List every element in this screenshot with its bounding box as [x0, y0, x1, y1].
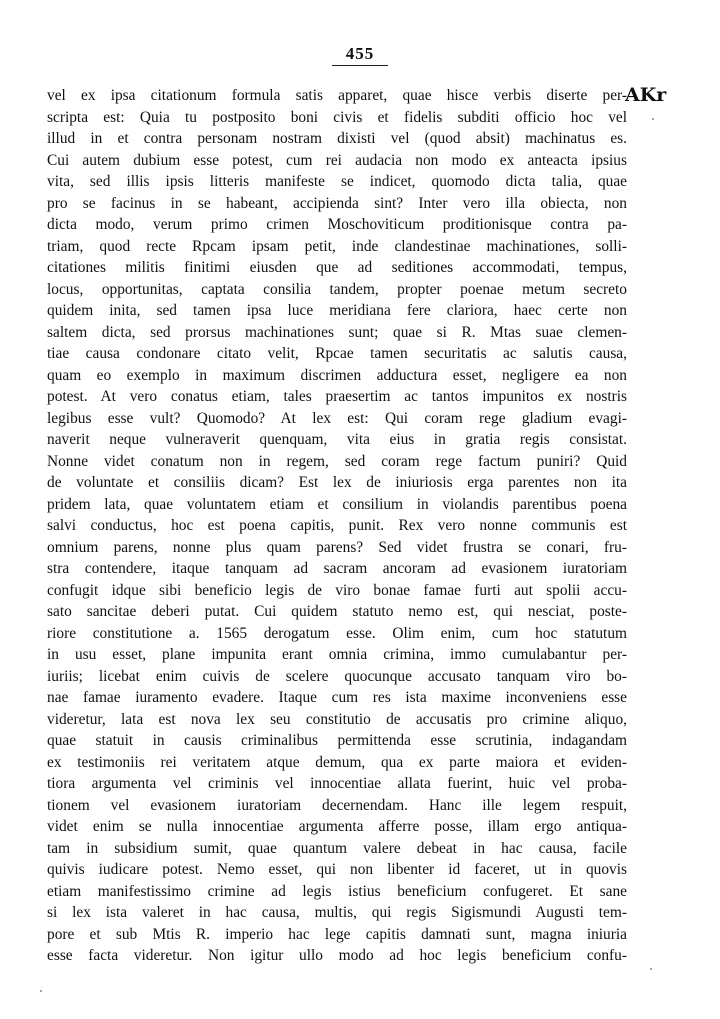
- text-line: potest. At vero conatus etiam, tales praesertim ac tantos impunitos ex nostris: [47, 388, 627, 405]
- text-line: iuriis; licebat enim cuivis de scelere quocunque accusato tanquam viro bo-: [47, 667, 627, 685]
- text-line: Nonne videt conatum non in regem, sed coram rege factum puniri? Quid: [47, 452, 627, 470]
- text-line: naverit neque vulneraverit quenquam, vita eius in gratia regis consistat.: [47, 431, 627, 448]
- text-line: pridem lata, quae voluntatem etiam et consilium in violandis parentibus poena: [47, 495, 627, 513]
- text-line: tiae causa condonare citato velit, Rpcae tamen securitatis ac salutis causa,: [47, 345, 627, 362]
- text-line: pore et sub Mtis R. imperio hac lege capitis damnati sunt, magna iniuria: [47, 925, 627, 943]
- text-line: tam in subsidium sumit, quae quantum valere debeat in hac causa, facile: [47, 839, 627, 857]
- text-line: illud in et contra personam nostram dixisti vel (quod absit) machinatus es.: [47, 130, 627, 147]
- text-line: pro se facinus in se habeant, accipienda sint? Inter vero illa obiecta, non: [47, 194, 627, 212]
- text-line: quae statuit in causis criminalibus permittenda esse scrutinia, indagandam: [47, 732, 627, 749]
- text-line: sato sancitae deberi putat. Cui quidem statuto nemo est, qui nesciat, poste-: [47, 603, 627, 620]
- text-line: esse facta videretur. Non igitur ullo modo ad hoc legis beneficium confu-: [47, 947, 627, 964]
- text-line: locus, opportunitas, captata consilia tandem, propter poenae metum secreto: [47, 280, 627, 298]
- text-line: vita, sed illis ipsis litteris manifeste se indicet, quomodo dicta talia, quae: [47, 173, 627, 190]
- scan-speck: [652, 118, 654, 120]
- text-line: triam, quod recte Rpcam ipsam petit, inde clandestinae machinationes, solli-: [47, 237, 627, 255]
- text-line: etiam manifestissimo crimine ad legis istius beneficium confugeret. Et sane: [47, 882, 627, 900]
- text-line: in usu esset, plane impunita erant omnia crimina, immo cumulabantur per-: [47, 646, 627, 663]
- page-number: [0, 44, 720, 66]
- text-line: quidem inita, sed tamen ipsa luce meridiana fere clariora, haec certe non: [47, 302, 627, 319]
- text-line: nae famae iuramento evadere. Itaque cum res ista maxime inconveniens esse: [47, 689, 627, 706]
- text-line: citationes militis finitimi eiusden que ad seditiones accommodati, tempus,: [47, 259, 627, 276]
- text-line: saltem dicta, sed prorsus machinationes sunt; quae si R. Mtas suae clemen-: [47, 323, 627, 341]
- text-line: tiora argumenta vel criminis vel innocentiae allata fuerint, huic vel proba-: [47, 775, 627, 792]
- text-line: tionem vel evasionem iuratoriam decernendam. Hanc ille legem respuit,: [47, 796, 627, 814]
- text-line: stra contendere, itaque tanquam ad sacram ancoram ad evasionem iuratoriam: [47, 560, 627, 577]
- text-line: vel ex ipsa citationum formula satis apparet, quae hisce verbis diserte per-: [47, 87, 627, 104]
- page-number-text: 455: [332, 44, 389, 66]
- text-line: Cui autem dubium esse potest, cum rei audacia non modo ex anteacta ipsius: [47, 151, 627, 169]
- text-line: riore constitutione a. 1565 derogatum esse. Olim enim, cum hoc statutum: [47, 624, 627, 642]
- text-line: videt enim se nulla innocentiae argumenta afferre posse, illam ergo antiqua-: [47, 818, 627, 835]
- text-line: quam eo exemplo in maximum discrimen adductura esset, negligere ea non: [47, 366, 627, 384]
- text-line: ex testimoniis rei veritatem atque demum, qua ex parte maiora et eviden-: [47, 753, 627, 771]
- body-text: [47, 85, 627, 967]
- text-line: omnium parens, nonne plus quam parens? Sed videt frustra se conari, fru-: [47, 538, 627, 556]
- text-line: confugit idque sibi beneficio legis de viro bonae famae furti aut spolii accu-: [47, 581, 627, 599]
- scan-speck: [650, 968, 652, 970]
- text-line: videretur, lata est nova lex seu constitutio de accusatis pro crimine aliquo,: [47, 710, 627, 728]
- text-line: de voluntate et consiliis dicam? Est lex de iniuriosis erga parentes non ita: [47, 474, 627, 491]
- margin-note: AKr: [625, 84, 667, 106]
- text-line: salvi conductus, hoc est poena capitis, punit. Rex vero nonne communis est: [47, 517, 627, 534]
- text-line: legibus esse vult? Quomodo? At lex est: Qui coram rege gladium evagi-: [47, 409, 627, 427]
- scan-speck: [40, 990, 42, 992]
- text-line: dicta modo, verum primo crimen Moschoviticum proditionisque contra pa-: [47, 216, 627, 233]
- text-line: quivis iudicare potest. Nemo esset, qui non libenter id faceret, ut in quovis: [47, 861, 627, 878]
- text-line: scripta est: Quia tu postposito boni civis et fidelis subditi officio hoc vel: [47, 108, 627, 126]
- text-line: si lex ista valeret in hac causa, multis, qui regis Sigismundi Augusti tem-: [47, 904, 627, 921]
